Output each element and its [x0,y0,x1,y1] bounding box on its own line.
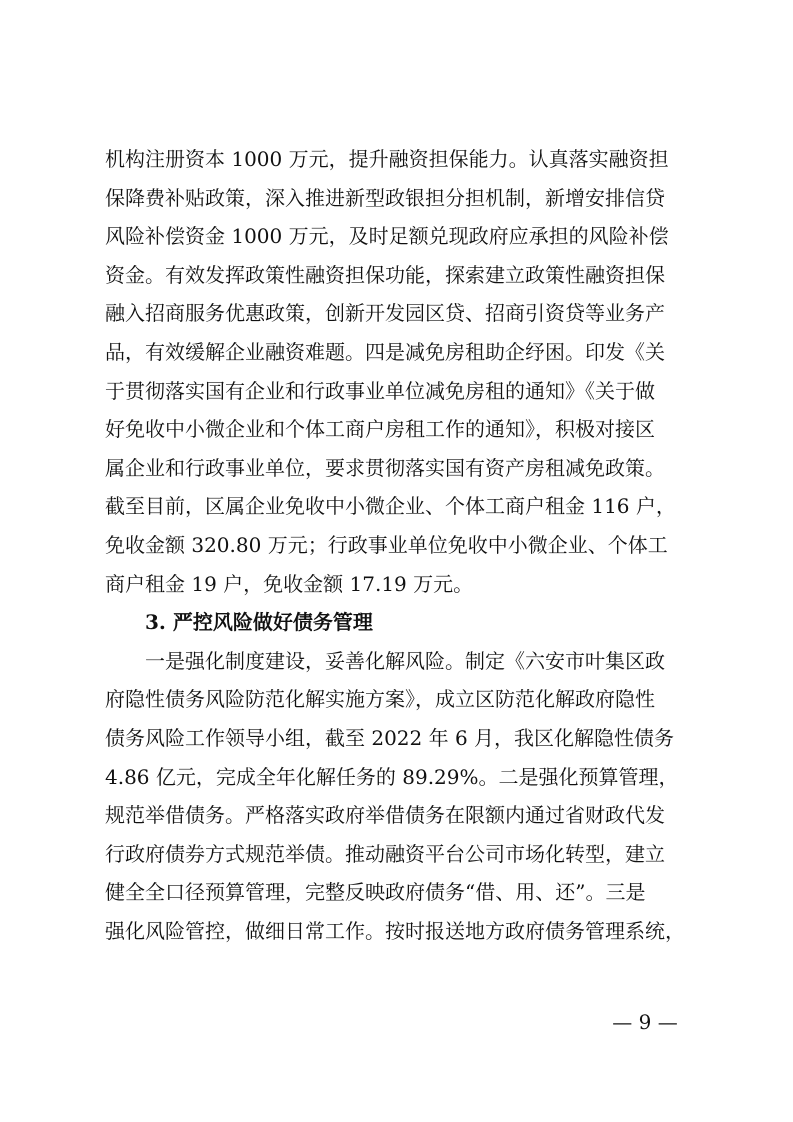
paragraph-line: 行政府债券方式规范举债。推动融资平台公司市场化转型，建立 [105,841,665,866]
section-heading: 3. 严控风险做好债务管理 [145,610,373,635]
paragraph-line: 属企业和行政事业单位，要求贯彻落实国有资产房租减免政策。 [105,455,665,480]
paragraph-line: 健全全口径预算管理，完整反映政府债务“借、用、还”。三是 [105,880,646,905]
paragraph-line: 规范举借债务。严格落实政府举借债务在限额内通过省财政代发 [105,803,665,828]
paragraph-line: 于贯彻落实国有企业和行政事业单位减免房租的通知》《关于做 [105,378,655,403]
paragraph-line: 债务风险工作领导小组，截至 2022 年 6 月，我区化解隐性债务 [105,725,675,750]
paragraph-line: 好免收中小微企业和个体工商户房租工作的通知》，积极对接区 [105,417,655,442]
paragraph-line: 保降费补贴政策，深入推进新型政银担分担机制，新增安排信贷 [105,185,665,210]
paragraph-line: 品，有效缓解企业融资难题。四是减免房租助企纾困。印发《关 [105,339,665,364]
paragraph-line: 机构注册资本 1000 万元，提升融资担保能力。认真落实融资担 [105,147,669,171]
paragraph-line: 风险补偿资金 1000 万元，及时足额兑现政府应承担的风险补偿 [105,224,669,249]
page-number: — 9 — [612,1010,678,1034]
paragraph-line: 融入招商服务优惠政策，创新开发园区贷、招商引资贷等业务产 [105,301,665,326]
paragraph-line: 一是强化制度建设，妥善化解风险。制定《六安市叶集区政 [145,648,665,673]
paragraph-line: 府隐性债务风险防范化解实施方案》，成立区防范化解政府隐性 [105,687,655,712]
paragraph-line: 4.86 亿元，完成全年化解任务的 89.29%。二是强化预算管理， [105,764,679,789]
paragraph-line: 免收金额 320.80 万元；行政事业单位免收中小微企业、个体工 [105,532,668,557]
paragraph-line: 资金。有效发挥政策性融资担保功能，探索建立政策性融资担保 [105,262,665,287]
paragraph-line: 强化风险管控，做细日常工作。按时报送地方政府债务管理系统， [105,918,685,943]
body-text [105,140,697,950]
paragraph-line: 商户租金 19 户，免收金额 17.19 万元。 [105,571,474,596]
paragraph-line: 截至目前，区属企业免收中小微企业、个体工商户租金 116 户， [105,494,676,519]
